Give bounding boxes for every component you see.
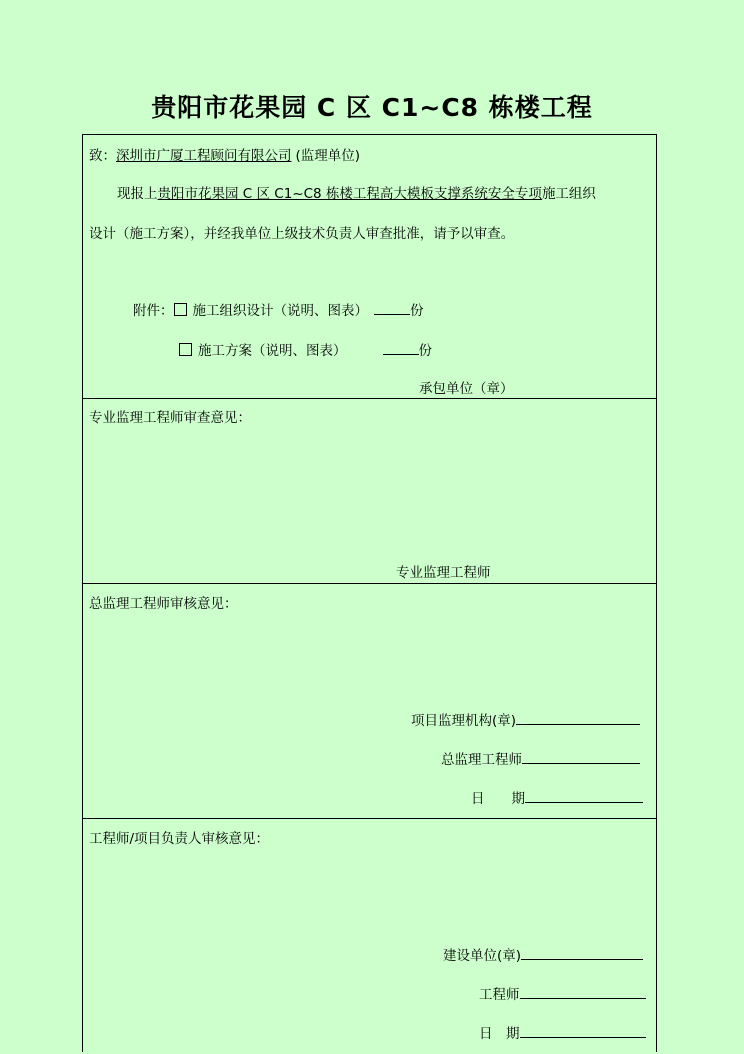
owner-heading: 工程师/项目负责人审核意见： bbox=[89, 831, 270, 847]
specialist-signature: 专业监理工程师 bbox=[396, 565, 491, 581]
attach-1-label: 施工组织设计（说明、图表） bbox=[192, 303, 368, 319]
owner-engineer-line bbox=[479, 985, 646, 1004]
attach-2-label: 施工方案（说明、图表） bbox=[198, 343, 347, 359]
document-title: 贵阳市花果园 C 区 C1~C8 栋楼工程 bbox=[151, 93, 593, 122]
copies-1-field[interactable] bbox=[374, 301, 410, 315]
owner-date-label: 日 期 bbox=[479, 1026, 520, 1042]
approval-form bbox=[82, 134, 657, 1052]
submission-section bbox=[83, 135, 656, 399]
owner-engineer-field[interactable] bbox=[520, 985, 646, 999]
chief-date-field[interactable] bbox=[525, 789, 643, 803]
project-name: 贵阳市花果园 C 区 C1~C8 栋楼工程高大模板支撑系统安全专项 bbox=[157, 186, 542, 202]
checkbox-2[interactable] bbox=[179, 343, 192, 356]
specialist-heading: 专业监理工程师审查意见： bbox=[89, 410, 251, 426]
body-line-1 bbox=[117, 185, 596, 203]
copies-2-field[interactable] bbox=[383, 341, 419, 355]
supervisor-org: 深圳市广厦工程顾问有限公司 bbox=[116, 148, 292, 164]
owner-date-field[interactable] bbox=[520, 1024, 646, 1038]
owner-org-field[interactable] bbox=[521, 946, 643, 960]
owner-engineer-label: 工程师 bbox=[479, 987, 520, 1003]
owner-date-line bbox=[479, 1024, 646, 1043]
chief-heading: 总监理工程师审核意见： bbox=[89, 596, 238, 612]
specialist-review-section bbox=[83, 398, 656, 584]
chief-engineer-field[interactable] bbox=[522, 750, 640, 764]
chief-review-section bbox=[83, 583, 656, 819]
owner-org-label: 建设单位(章) bbox=[443, 948, 522, 964]
chief-engineer-label: 总监理工程师 bbox=[441, 752, 522, 768]
supervision-org-field[interactable] bbox=[516, 711, 640, 725]
contractor-seal: 承包单位（章） bbox=[419, 381, 514, 397]
attachment-2 bbox=[179, 341, 432, 360]
attachment-1 bbox=[133, 301, 424, 320]
checkbox-1[interactable] bbox=[174, 303, 187, 316]
body-rest-1: 施工组织 bbox=[541, 186, 596, 202]
addressee-line bbox=[89, 147, 360, 165]
to-label: 致： bbox=[89, 148, 116, 164]
owner-review-section bbox=[83, 818, 656, 1054]
supervision-org-label: 项目监理机构(章) bbox=[411, 713, 517, 729]
supervisor-suffix: (监理单位) bbox=[295, 148, 361, 164]
supervision-org-line bbox=[411, 711, 640, 730]
chief-date-label: 日 期 bbox=[471, 791, 525, 807]
body-prefix: 现报上 bbox=[117, 186, 158, 202]
owner-org-line bbox=[443, 946, 643, 965]
copies-2-unit: 份 bbox=[418, 343, 432, 359]
chief-date-line bbox=[471, 789, 643, 808]
body-line-2: 设计（施工方案），并经我单位上级技术负责人审查批准，请予以审查。 bbox=[89, 226, 515, 242]
copies-1-unit: 份 bbox=[410, 303, 424, 319]
attach-label: 附件： bbox=[133, 303, 174, 319]
chief-engineer-line bbox=[441, 750, 640, 769]
